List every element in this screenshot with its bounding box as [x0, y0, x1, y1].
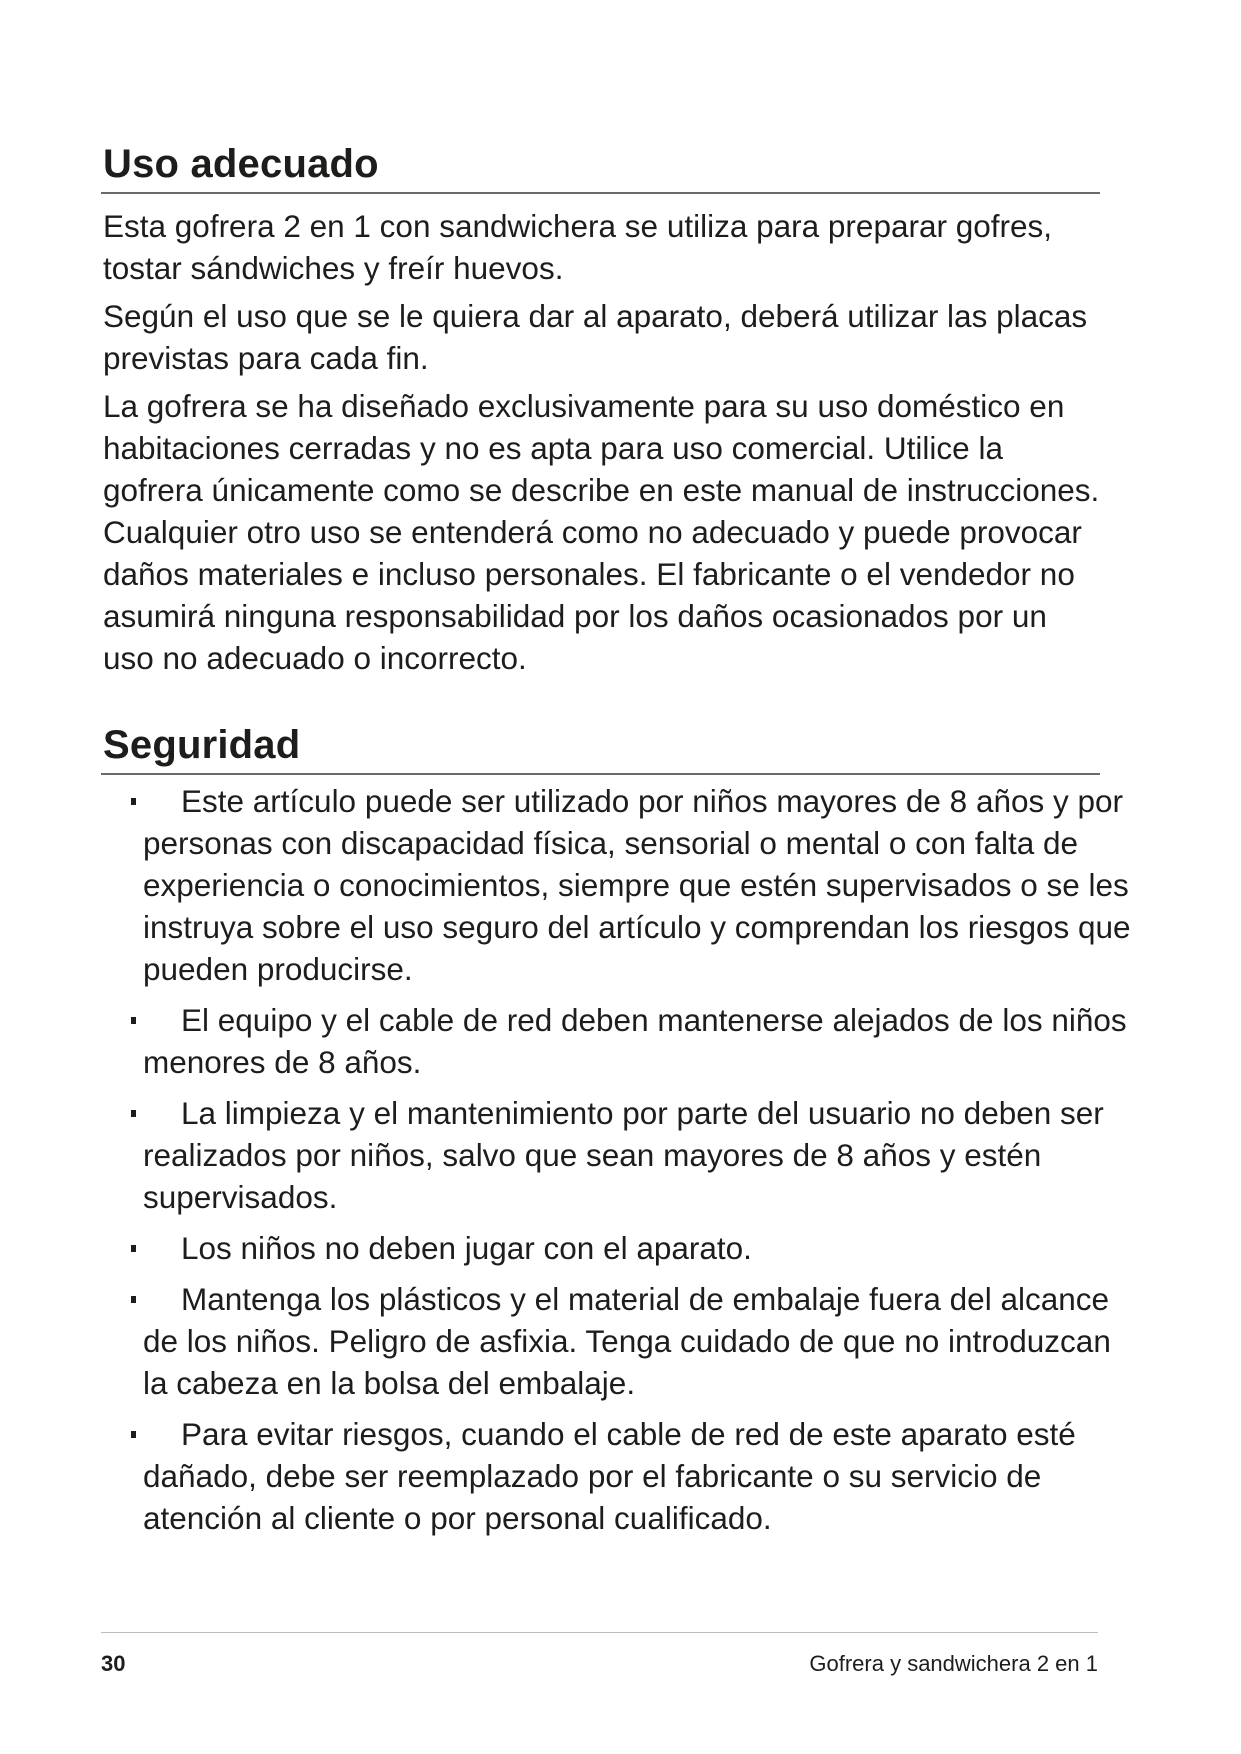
- list-item: [101, 999, 1141, 1083]
- page-number: 30: [101, 1651, 126, 1676]
- list-item: [101, 1092, 1141, 1218]
- list-item-text: El equipo y el cable de red deben mantenerse alejados de los niños menores de 8 años.: [143, 1002, 1127, 1080]
- list-item-text: Los niños no deben jugar con el aparato.: [181, 1230, 752, 1266]
- list-item-text: Mantenga los plásticos y el material de embalaje fuera del alcance de los niños. Peligro de asfixia. Tenga cuidado de que no introduzcan la cabeza en la bolsa del embalaje.: [143, 1281, 1111, 1401]
- section-heading-uso-adecuado: Uso adecuado: [101, 140, 1100, 194]
- list-item: [101, 1227, 1141, 1269]
- page-footer: [101, 1632, 1098, 1676]
- uso-adecuado-body: [101, 205, 1101, 679]
- list-item: [101, 1278, 1141, 1404]
- paragraph: La gofrera se ha diseñado exclusivamente para su uso doméstico en habitaciones cerradas y no es apta para uso comercial. Utilice la gofrera únicamente como se describe en este manual de instrucciones. Cualquier otro uso se entenderá como no adecuado y puede provocar daños materiales e incluso personales. El fabricante o el vendedor no asumirá ninguna responsabilidad por los daños ocasionados por un uso no adecuado o incorrecto.: [103, 388, 1100, 676]
- bullet-square-icon: [131, 798, 136, 805]
- safety-list: [101, 780, 1141, 1548]
- list-item-text: Para evitar riesgos, cuando el cable de red de este aparato esté dañado, debe ser reemplazado por el fabricante o su servicio de atención al cliente o por personal cualificado.: [143, 1416, 1076, 1536]
- bullet-square-icon: [131, 1296, 136, 1303]
- bullet-square-icon: [131, 1245, 136, 1252]
- bullet-square-icon: [131, 1017, 136, 1024]
- list-item-text: La limpieza y el mantenimiento por parte del usuario no deben ser realizados por niños, salvo que sean mayores de 8 años y estén supervisados.: [143, 1095, 1104, 1215]
- paragraph: Según el uso que se le quiera dar al aparato, deberá utilizar las placas previstas para cada fin.: [103, 298, 1088, 376]
- bullet-square-icon: [131, 1431, 136, 1438]
- list-item: [101, 1413, 1141, 1539]
- section-heading-seguridad: Seguridad: [101, 721, 1100, 775]
- list-item: [101, 780, 1141, 990]
- list-item-text: Este artículo puede ser utilizado por niños mayores de 8 años y por personas con discapacidad física, sensorial o mental o con falta de experiencia o conocimientos, siempre que estén supervisados o se les instruya sobre el uso seguro del artículo y comprendan los riesgos que pueden producirse.: [143, 783, 1131, 987]
- bullet-square-icon: [131, 1110, 136, 1117]
- paragraph: Esta gofrera 2 en 1 con sandwichera se utiliza para preparar gofres, tostar sándwiches y freír huevos.: [103, 208, 1053, 286]
- document-title: Gofrera y sandwichera 2 en 1: [809, 1651, 1098, 1676]
